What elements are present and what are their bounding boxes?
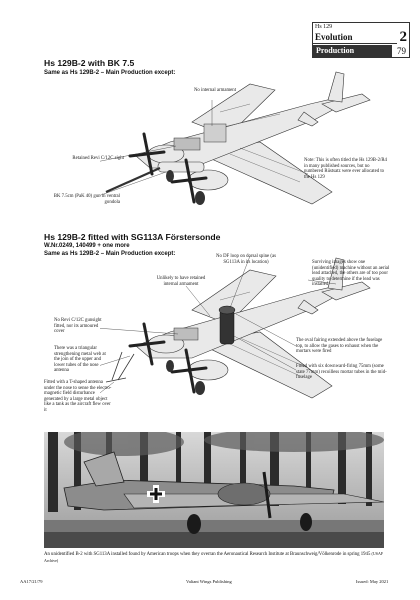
fig1-note: Note: This is often titled the Hs 129B-2/R4 in many published sources, but no numbered Rüstsatz were ever allocated to the Hs 129 (304, 158, 387, 180)
fig2-label-antenna: Fitted with a T-shaped antenna under the nose to sense the electro-magnetic field disturbance generated by a large metal object like a tank as the aircraft flew over it (44, 380, 112, 413)
figure1-aircraft-drawing (100, 64, 400, 220)
photo-credit: (USAF Archive) (44, 551, 384, 563)
footer-code: AA17/21/79 (20, 579, 43, 584)
photo-caption-text: An unidentified B-2 with SG113A installed found by American troops when they overran the Aeronautical Research Institute at Braunschweig/Völkenrode in spring 1945 (44, 552, 371, 557)
page-number: 79 (397, 46, 406, 56)
header-subsection: Production (313, 45, 392, 57)
photo-caption (44, 551, 384, 565)
fig2-label-revi: No Revi C/12C gunsight fitted, nor its armoured cover (54, 318, 102, 335)
figure2-subtitle-wnr: W.Nr.0249, 140499 + one more (44, 243, 130, 249)
fig2-label-df-loop: No DF loop on dorsal spine (as SG113A in its location) (216, 254, 276, 265)
figure1-title: Hs 129B-2 with BK 7.5 (44, 58, 135, 68)
footer-publisher: Valiant Wings Publishing (186, 579, 232, 584)
fig2-label-triangular: There was a triangular strengthening metal web at the join of the upper and lower tubes of the nose antenna (54, 346, 106, 374)
fig2-label-surviving: Surviving images show one (unidentified) machine without an aerial lead attached, the others are of too poor quality to determine if the lead was installed (312, 260, 390, 288)
footer-issued: Issued: May 2021 (356, 579, 389, 584)
header-model: Hs 129 (315, 24, 333, 30)
historical-photo (44, 432, 384, 548)
fig1-label-armament: No internal armament (193, 88, 237, 93)
fig1-label-bk75: BK 7.5cm (PaK 40) gun in ventral gondola (53, 194, 120, 205)
figure2-title: Hs 129B-2 fitted with SG113A Förstersonde (44, 232, 221, 242)
header-section: Evolution (313, 31, 397, 44)
fig2-label-mortars: Fitted with six downward-firing 75mm (some state 77mm) recoilless mortar tubes in the mid-fuselage (296, 364, 387, 381)
fig1-label-revi: Retained Revi C/12C sight (72, 156, 124, 161)
fig2-label-fairing: The oval fairing extended above the fuselage top, to allow the gases to exhaust when the mortars were fired (296, 338, 383, 355)
figure1-subtitle: Same as Hs 129B-2 – Main Production except: (44, 70, 176, 76)
section-header (312, 22, 410, 58)
figure2-subtitle: Same as Hs 129B-2 – Main Production except: (44, 251, 176, 257)
header-section-number: 2 (399, 29, 407, 45)
photo-aircraft-in-forest (44, 432, 384, 548)
fig2-label-unlikely: Unlikely to have retained internal armament (156, 276, 206, 287)
